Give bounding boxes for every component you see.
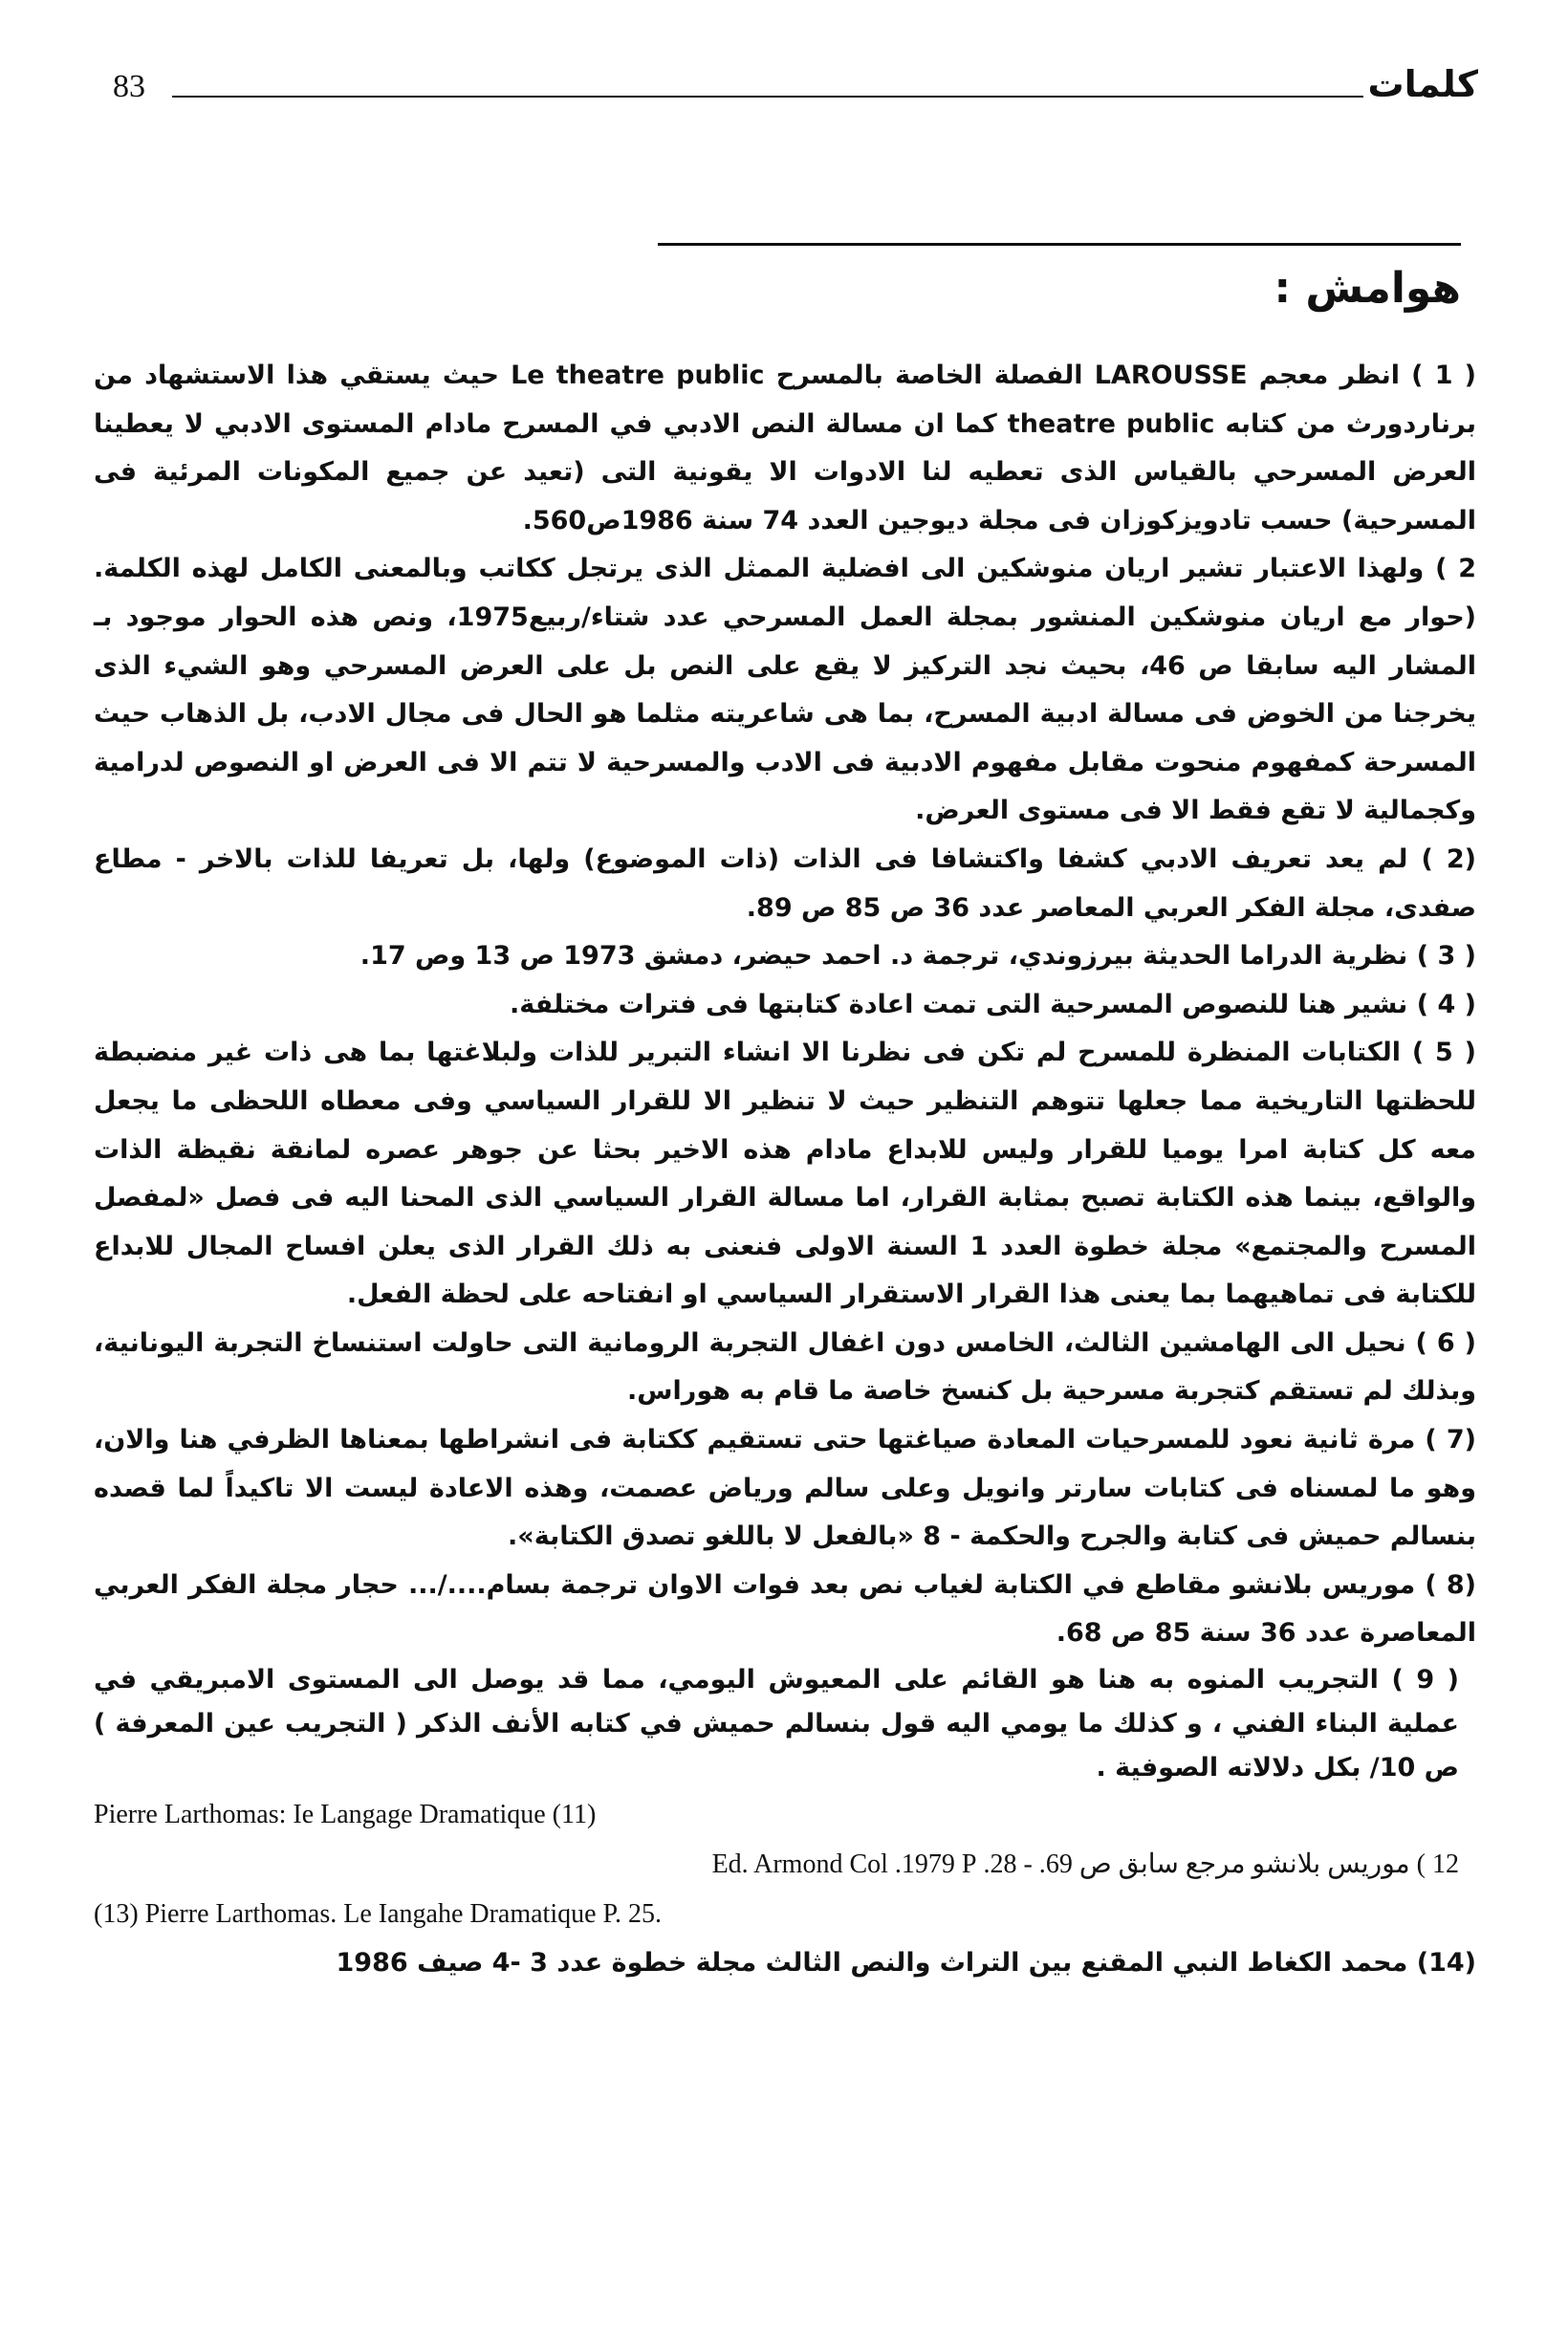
footnote-7: (7 ) مرة ثانية نعود للمسرحيات المعادة صياغتها حتى تستقيم ككتابة فى انشراطها بمعناها الظرفي هنا والان، وهو ما لمسناه فى كتابات سارتر وانويل وعلى سالم ورياض عصمت، وهذه الاعادة ليست الا تاكيداً لما قصده بنسالم حميش فى كتابة والجرح والحكمة - 8 «بالفعل لا باللغو تصدق الكتابة». — [94, 1425, 1476, 1552]
footnote-6: ( 6 ) نحيل الى الهامشين الثالث، الخامس دون اغفال التجربة الرومانية التى حاولت استنساخ التجربة اليونانية، وبذلك لم تستقم كتجربة مسرحية بل كنسخ خاصة ما قام به هوراس. — [94, 1327, 1476, 1407]
footnote-4: ( 4 ) نشير هنا للنصوص المسرحية التى تمت اعادة كتابتها فى فترات مختلفة. — [510, 989, 1476, 1019]
page-header — [113, 59, 1478, 117]
footnote-2b: (2 ) لم يعد تعريف الادبي كشفا واكتشافا فى الذات (ذات الموضوع) ولها، بل تعريفا للذات بالاخر - مطاع صفدى، مجلة الفكر العربي المعاصر عدد 36 ص 85 ص 89. — [94, 843, 1476, 923]
header-rule — [172, 96, 1363, 98]
footnote-13: (13) Pierre Larthomas. Le Iangahe Dramatique P. 25. — [94, 1899, 663, 1930]
page-number: 83 — [113, 69, 145, 104]
footnote-9: ( 9 ) التجريب المنوه به هنا هو القائم على المعيوش اليومي، مما قد يوصل الى المستوى الامبريقي في عملية البناء الفني ، و كذلك ما يومي اليه قول بنسالم حميش في كتابه الأنف الذكر ( التجريب عين المعرفة ) ص 10/ بكل دلالاته الصوفية . — [94, 1665, 1459, 1783]
footnote-2a: 2 ) ولهذا الاعتبار تشير اريان منوشكين الى افضلية الممثل الذى يرتجل ككاتب وبالمعنى الكامل لهذه الكلمة. (حوار مع اريان منوشكين المنشور بمجلة العمل المسرحي عدد شتاء/ربيع1975، ونص هذه الحوار موجود بـ المشار اليه سابقا ص 46، بحيث نجد التركيز لا يقع على النص بل على العرض المسرحي وهو الشيء الذى يخرجنا من الخوض فى مسالة ادبية المسرح، بما هى شاعريته مثلما هو الحال فى مجال الادب، بل الذهاب حيث المسرحة كمفهوم منحوت مقابل مفهوم الادبية فى الادب والمسرحية لا تتم الا فى العرض او النصوص لدرامية وكجمالية لا تقع فقط الا فى مستوى العرض. — [94, 554, 1476, 826]
footnotes-heading: هوامش : — [1274, 264, 1461, 313]
footnotes-separator — [658, 243, 1461, 246]
footnote-3: ( 3 ) نظرية الدراما الحديثة بيرزوندي، ترجمة د. احمد حيضر، دمشق 1973 ص 13 وص 17. — [359, 941, 1476, 972]
footnote-14: (14) محمد الكغاط النبي المقنع بين التراث والنص الثالث مجلة خطوة عدد 3 -4 صيف 1986 — [336, 1948, 1476, 1979]
footnote-1: ( 1 ) انظر معجم LAROUSSE الفصلة الخاصة بالمسرح Le theatre public حيث يستقي هذا الاستشهاد من برناردورث من كتابه theatre public كما ان مسالة النص الادبي في المسرح مادام المستوى الادبي لا يعطينا العرض المسرحي بالقياس الذى تعطيه لنا الادوات الا يقونية التى (تعيد عن جميع المكونات المرئية فى المسرحية) حسب تادويزكوزان فى مجلة ديوجين العدد 74 سنة 1986ص560. — [94, 361, 1477, 536]
footnote-12: 12 ) موريس بلانشو مرجع سابق ص 69. - 28. Ed. Armond Col .1979 P — [711, 1849, 1459, 1880]
running-title: كلمات — [1367, 63, 1478, 105]
footnote-11: Pierre Larthomas: Ie Langage Dramatique (11) — [94, 1800, 597, 1830]
footnotes-list — [94, 352, 1476, 1988]
footnote-8: (8 ) موريس بلانشو مقاطع في الكتابة لغياب نص بعد فوات الاوان ترجمة بسام..../... حجار مجلة الفكر العربي المعاصرة عدد 36 سنة 85 ص 68. — [94, 1569, 1476, 1649]
footnote-5: ( 5 ) الكتابات المنظرة للمسرح لم تكن فى نظرنا الا انشاء التبرير للذات ولبلاغتها بما هى ذات غير منضبطة للحظتها التاريخية مما جعلها تتوهم التنظير حيث لا تنظير الا للقرار السياسي وفى معطاه اللحظى ما يجعل معه كل كتابة امرا يوميا للقرار وليس للابداع مادام هذه الاخير بحثا عن جوهر عصره لمانقة نقيظة الذات والواقع، بينما هذه الكتابة تصبح بمثابة القرار، اما مسالة القرار السياسي الذى المحنا اليه فى فصل «لمفصل المسرح والمجتمع» مجلة خطوة العدد 1 السنة الاولى فنعنى به ذلك القرار الذى يعلن افساح المجال للابداع للكتابة فى تماهيهما بما يعنى هذا القرار الاستقرار السياسي او انفتاحه على لحظة الفعل. — [94, 1038, 1476, 1310]
